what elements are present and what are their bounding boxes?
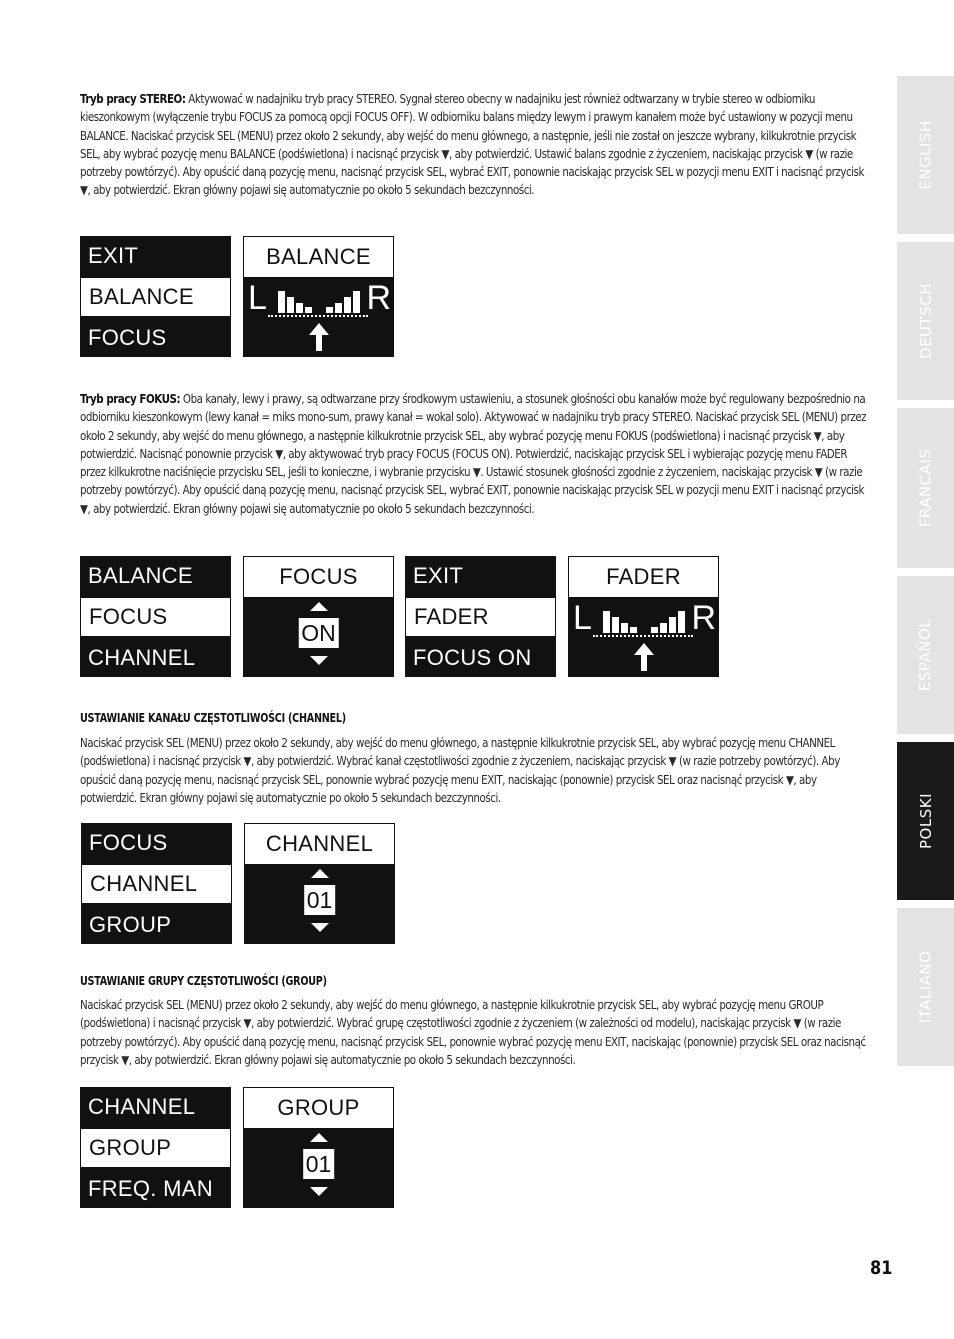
tab-label: ITALIANO [916, 950, 935, 1024]
channel-heading: USTAWIANIE KANAŁU CZĘSTOTLIWOŚCI (CHANNEL) [80, 711, 346, 725]
screen-title: BALANCE [244, 237, 393, 277]
balance-screen-display [243, 236, 394, 357]
menu-row: BALANCE [88, 562, 193, 588]
fader-screen-display [568, 556, 719, 677]
menu-row-selected: GROUP [81, 1129, 230, 1167]
group-heading: USTAWIANIE GRUPY CZĘSTOTLIWOŚCI (GROUP) [80, 974, 327, 988]
tab-label: DEUTSCH [916, 283, 935, 359]
triangle-down-icon [310, 656, 328, 665]
focus-label: Tryb pracy FOKUS: [80, 392, 181, 406]
tab-label: POLSKI [916, 793, 935, 849]
triangle-down-icon [310, 1187, 328, 1196]
focus-menu-display [80, 556, 231, 677]
menu-row: GROUP [89, 911, 172, 937]
arrow-up-icon [634, 643, 654, 671]
right-channel-label: R [366, 279, 391, 317]
focus-paragraph [80, 390, 875, 518]
tab-deutsch[interactable] [897, 242, 954, 400]
tab-francais[interactable] [897, 408, 954, 568]
stereo-label: Tryb pracy STEREO: [80, 92, 186, 106]
stereo-paragraph [80, 90, 875, 200]
group-paragraph: Naciskać przycisk SEL (MENU) przez około 2 sekundy, aby wejść do menu głównego, a następnie kilkukrotnie przycisk SEL, aby wybrać pozycję menu GROUP (podświetlona) i nacisnąć przycisk ▼, aby potwierdzić. Wybrać grupę częstotliwości zgodnie z życzeniem (w zależności od modelu), naciskając przycisk ▼ (w razie potrzeby powtórzyć). Aby opuścić daną pozycję menu, nacisnąć przycisk SEL, ponownie wybrać pozycję menu EXIT, naciskając (ponownie) przycisk SEL oraz nacisnąć przycisk ▼, aby potwierdzić. Ekran główny pojawi się automatycznie po około 5 sekundach bezczynności. [80, 998, 866, 1067]
channel-screen-display [244, 823, 395, 944]
screen-title: FADER [569, 557, 718, 597]
page-number: 81 [870, 1257, 893, 1279]
stereo-menu-display [80, 236, 231, 357]
right-channel-label: R [691, 599, 716, 637]
left-channel-label: L [573, 599, 592, 637]
balance-meter [244, 277, 393, 356]
screen-value: 01 [304, 885, 336, 915]
menu-row: CHANNEL [88, 644, 196, 670]
screen-value: ON [298, 618, 339, 648]
screen-title: GROUP [244, 1088, 393, 1128]
screen-title: CHANNEL [245, 824, 394, 864]
focus-screen-display [243, 556, 394, 677]
menu-row: EXIT [413, 562, 464, 588]
triangle-up-icon [310, 602, 328, 611]
tab-polski[interactable] [897, 742, 954, 900]
menu-row: FOCUS ON [413, 644, 532, 670]
tab-label: FRANCAIS [916, 448, 935, 528]
fader-bars [593, 603, 693, 637]
tab-label: ENGLISH [916, 120, 935, 190]
channel-menu-display [81, 823, 232, 944]
menu-row: FREQ. MAN [88, 1175, 213, 1201]
left-channel-label: L [248, 279, 267, 317]
triangle-up-icon [311, 869, 329, 878]
triangle-down-icon [311, 923, 329, 932]
triangle-up-icon [310, 1133, 328, 1142]
menu-row-selected: FADER [406, 598, 555, 636]
tab-espanol[interactable] [897, 576, 954, 734]
group-screen-display [243, 1087, 394, 1208]
balance-bars [268, 283, 368, 317]
fader-menu-display [405, 556, 556, 677]
menu-row-selected: BALANCE [81, 278, 230, 316]
fader-meter [569, 597, 718, 676]
menu-row-selected: FOCUS [81, 598, 230, 636]
menu-row: EXIT [88, 242, 139, 268]
focus-text: Oba kanały, lewy i prawy, są odtwarzane przy środkowym ustawieniu, a stosunek głośności obu kanałów może być regulowany bezpośrednio na odbiorniku kieszonkowym (lewy kanał = miks mono-sum, prawy kanał = wokal solo). Aktywować w nadajniku tryb pracy STEREO. Naciskać przycisk SEL (MENU) przez około 2 sekundy, aby wejść do menu głównego, a następnie kilkukrotnie przycisk SEL, aby wybrać pozycję menu FOKUS (podświetlona) i nacisnąć przycisk ▼, aby potwierdzić. Nacisnąć ponownie przycisk ▼, aby aktywować tryb pracy FOCUS (FOCUS ON). Potwierdzić, naciskając przycisk SEL i wybierając pozycję menu FADER przez kilkukrotne naciśnięcie przycisku SEL, jeśli to konieczne, i wybranie przycisku ▼. Ustawić stosunek głośności zgodnie z życzeniem, naciskając przycisk ▼ (w razie potrzeby powtórzyć). Aby opuścić daną pozycję menu, nacisnąć przycisk SEL, wybrać EXIT, ponownie naciskając przycisk SEL w pozycji menu EXIT i nacisnąć przycisk ▼, aby potwierdzić. Ekran główny pojawi się automatycznie po około 5 sekundach bezczynności. [80, 392, 867, 516]
arrow-up-icon [309, 323, 329, 351]
channel-paragraph: Naciskać przycisk SEL (MENU) przez około 2 sekundy, aby wejść do menu głównego, a następnie kilkukrotnie przycisk SEL, aby wybrać pozycję menu CHANNEL (podświetlona) i nacisnąć przycisk ▼, aby potwierdzić. Wybrać kanał częstotliwości zgodnie z życzeniem, naciskając przycisk ▼ (w razie potrzeby powtórzyć). Aby opuścić daną pozycję menu, nacisnąć przycisk SEL, ponownie wybrać pozycję menu EXIT, naciskając (ponownie) przycisk SEL oraz nacisnąć przycisk ▼, aby potwierdzić. Ekran główny pojawi się automatycznie po około 5 sekundach bezczynności. [80, 736, 840, 805]
menu-row: CHANNEL [88, 1093, 196, 1119]
group-menu-display [80, 1087, 231, 1208]
menu-row: FOCUS [88, 324, 167, 350]
stereo-text: Aktywować w nadajniku tryb pracy STEREO. Sygnał stereo obecny w nadajniku jest również odtwarzany w trybie stereo w odbiorniku kieszonkowym (wyłączenie trybu FOCUS za pomocą opcji FOCUS OFF). W odbiorniku balans między lewym i prawym kanałem może być ustawiony w pozycji menu BALANCE. Naciskać przycisk SEL (MENU) przez około 2 sekundy, aby wejść do menu głównego, a następnie, jeśli nie został on jeszcze wybrany, kilkukrotnie przycisk SEL, aby wybrać pozycję menu BALANCE (podświetlona) i nacisnąć przycisk ▼, aby potwierdzić. Ustawić balans zgodnie z życzeniem, naciskając przycisk ▼ (w razie potrzeby powtórzyć). Aby opuścić daną pozycję menu, nacisnąć przycisk SEL, wybrać EXIT, ponownie naciskając przycisk SEL w pozycji menu EXIT i nacisnąć przycisk ▼, aby potwierdzić. Ekran główny pojawi się automatycznie po około 5 sekundach bezczynności. [80, 92, 864, 198]
screen-title: FOCUS [244, 557, 393, 597]
screen-value: 01 [303, 1149, 335, 1179]
tab-english[interactable] [897, 76, 954, 234]
tab-italiano[interactable] [897, 908, 954, 1066]
tab-label: ESPAÑOL [916, 618, 935, 692]
menu-row-selected: CHANNEL [82, 865, 231, 903]
menu-row: FOCUS [89, 829, 168, 855]
